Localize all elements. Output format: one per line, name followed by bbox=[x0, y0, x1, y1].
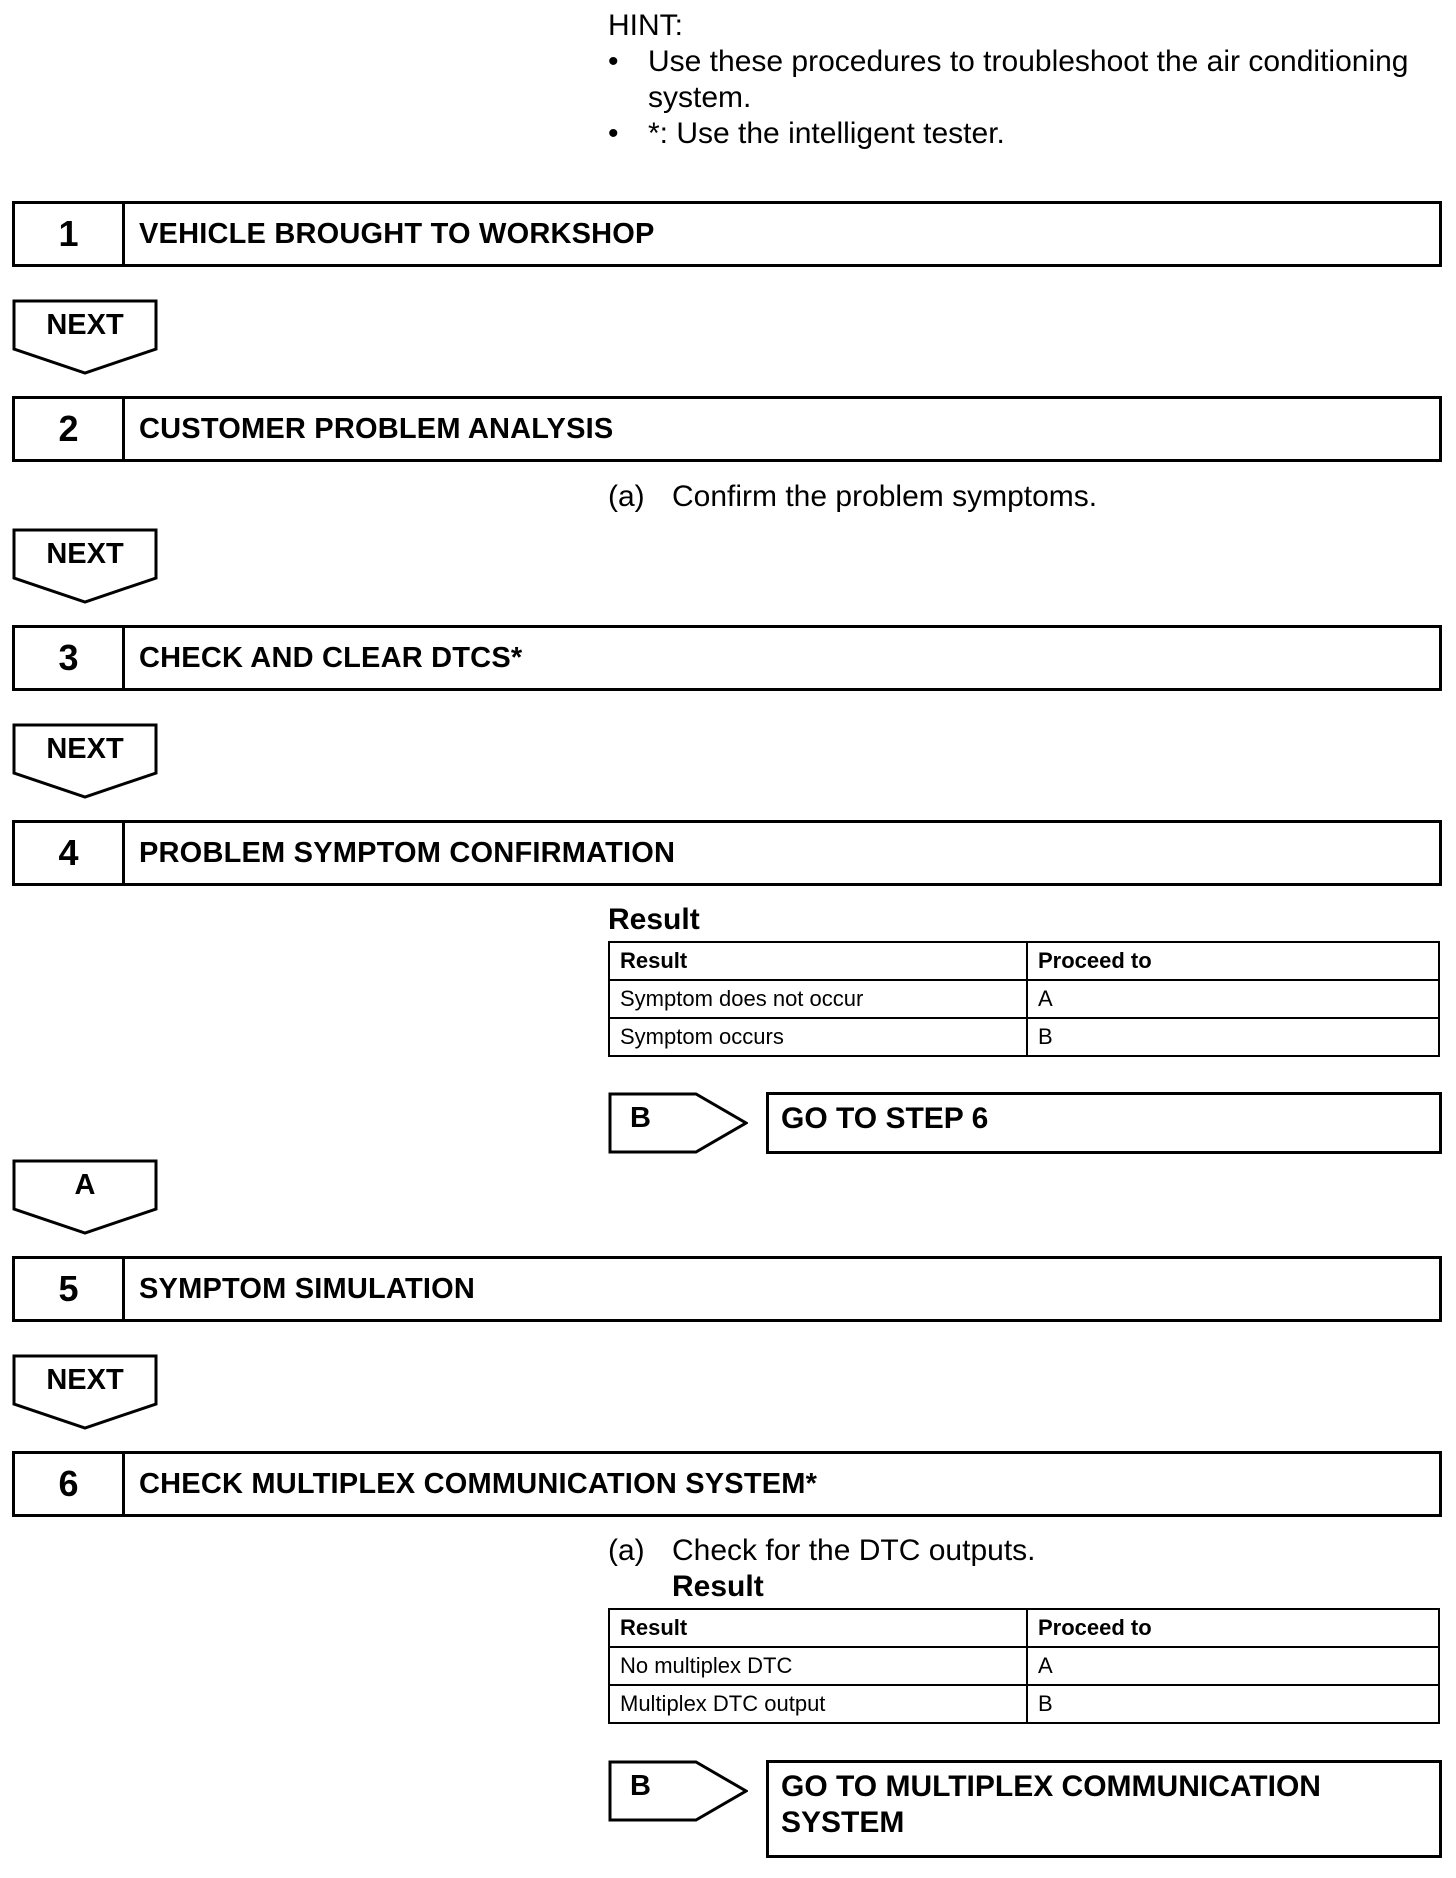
table-cell: B bbox=[1027, 1685, 1439, 1723]
table-cell: A bbox=[1027, 1647, 1439, 1685]
table-header: Result bbox=[609, 942, 1027, 980]
step-6-box bbox=[12, 1451, 1442, 1517]
table-header-row bbox=[609, 1609, 1439, 1647]
step-title: CUSTOMER PROBLEM ANALYSIS bbox=[139, 412, 614, 445]
goto-step-6-box bbox=[766, 1092, 1442, 1154]
hint-item: • Use these procedures to troubleshoot the air conditioning system. bbox=[608, 44, 1448, 116]
result-table bbox=[608, 941, 1440, 1057]
step-3-box bbox=[12, 625, 1442, 691]
step-title: CHECK AND CLEAR DTCS* bbox=[139, 641, 523, 674]
step-6-substep bbox=[608, 1533, 1036, 1569]
table-header-row bbox=[609, 942, 1439, 980]
substep-text: Confirm the problem symptoms. bbox=[672, 480, 1098, 513]
next-arrow-2 bbox=[12, 528, 158, 604]
step-number: 2 bbox=[15, 399, 125, 459]
step-title: PROBLEM SYMPTOM CONFIRMATION bbox=[139, 836, 676, 869]
substep-text: Check for the DTC outputs. bbox=[672, 1534, 1036, 1567]
step-title: VEHICLE BROUGHT TO WORKSHOP bbox=[139, 217, 655, 250]
step-number: 3 bbox=[15, 628, 125, 688]
step-5-box bbox=[12, 1256, 1442, 1322]
table-cell: No multiplex DTC bbox=[609, 1647, 1027, 1685]
table-header: Proceed to bbox=[1027, 1609, 1439, 1647]
table-row bbox=[609, 1685, 1439, 1723]
next-arrow-1 bbox=[12, 299, 158, 375]
step-number: 6 bbox=[15, 1454, 125, 1514]
step-1-box bbox=[12, 201, 1442, 267]
a-arrow bbox=[12, 1159, 158, 1235]
branch-label: B bbox=[630, 1770, 651, 1802]
step-title: CHECK MULTIPLEX COMMUNICATION SYSTEM* bbox=[139, 1467, 818, 1500]
hint-title: HINT: bbox=[608, 9, 683, 42]
step-2-substep bbox=[608, 479, 1097, 515]
next-label: NEXT bbox=[46, 733, 124, 765]
next-arrow-3 bbox=[12, 723, 158, 799]
result-table bbox=[608, 1608, 1440, 1724]
branch-b-arrow bbox=[608, 1092, 748, 1154]
a-label: A bbox=[74, 1169, 96, 1201]
step-title: SYMPTOM SIMULATION bbox=[139, 1272, 476, 1305]
table-row bbox=[609, 1018, 1439, 1056]
table-cell: Symptom does not occur bbox=[609, 980, 1027, 1018]
step-number: 4 bbox=[15, 823, 125, 883]
goto-text: GO TO STEP 6 bbox=[781, 1102, 989, 1135]
substep-label: (a) bbox=[608, 480, 645, 513]
table-cell: B bbox=[1027, 1018, 1439, 1056]
result-heading: Result bbox=[672, 1570, 764, 1603]
result-heading: Result bbox=[608, 903, 700, 936]
goto-multiplex-box bbox=[766, 1760, 1442, 1858]
next-label: NEXT bbox=[46, 538, 124, 570]
hint-block bbox=[608, 8, 1448, 152]
substep-label: (a) bbox=[608, 1534, 645, 1567]
goto-text: GO TO MULTIPLEX COMMUNICATION SYSTEM bbox=[781, 1770, 1321, 1839]
table-row bbox=[609, 980, 1439, 1018]
step-number: 5 bbox=[15, 1259, 125, 1319]
branch-b-arrow bbox=[608, 1760, 748, 1822]
table-cell: Multiplex DTC output bbox=[609, 1685, 1027, 1723]
table-cell: A bbox=[1027, 980, 1439, 1018]
hint-list bbox=[608, 44, 1448, 152]
table-header: Result bbox=[609, 1609, 1027, 1647]
table-row bbox=[609, 1647, 1439, 1685]
hint-item: • *: Use the intelligent tester. bbox=[608, 116, 1448, 152]
table-cell: Symptom occurs bbox=[609, 1018, 1027, 1056]
step-number: 1 bbox=[15, 204, 125, 264]
branch-label: B bbox=[630, 1102, 651, 1134]
next-arrow-5 bbox=[12, 1354, 158, 1430]
step-2-box bbox=[12, 396, 1442, 462]
table-header: Proceed to bbox=[1027, 942, 1439, 980]
next-label: NEXT bbox=[46, 1364, 124, 1396]
next-label: NEXT bbox=[46, 309, 124, 341]
step-4-box bbox=[12, 820, 1442, 886]
